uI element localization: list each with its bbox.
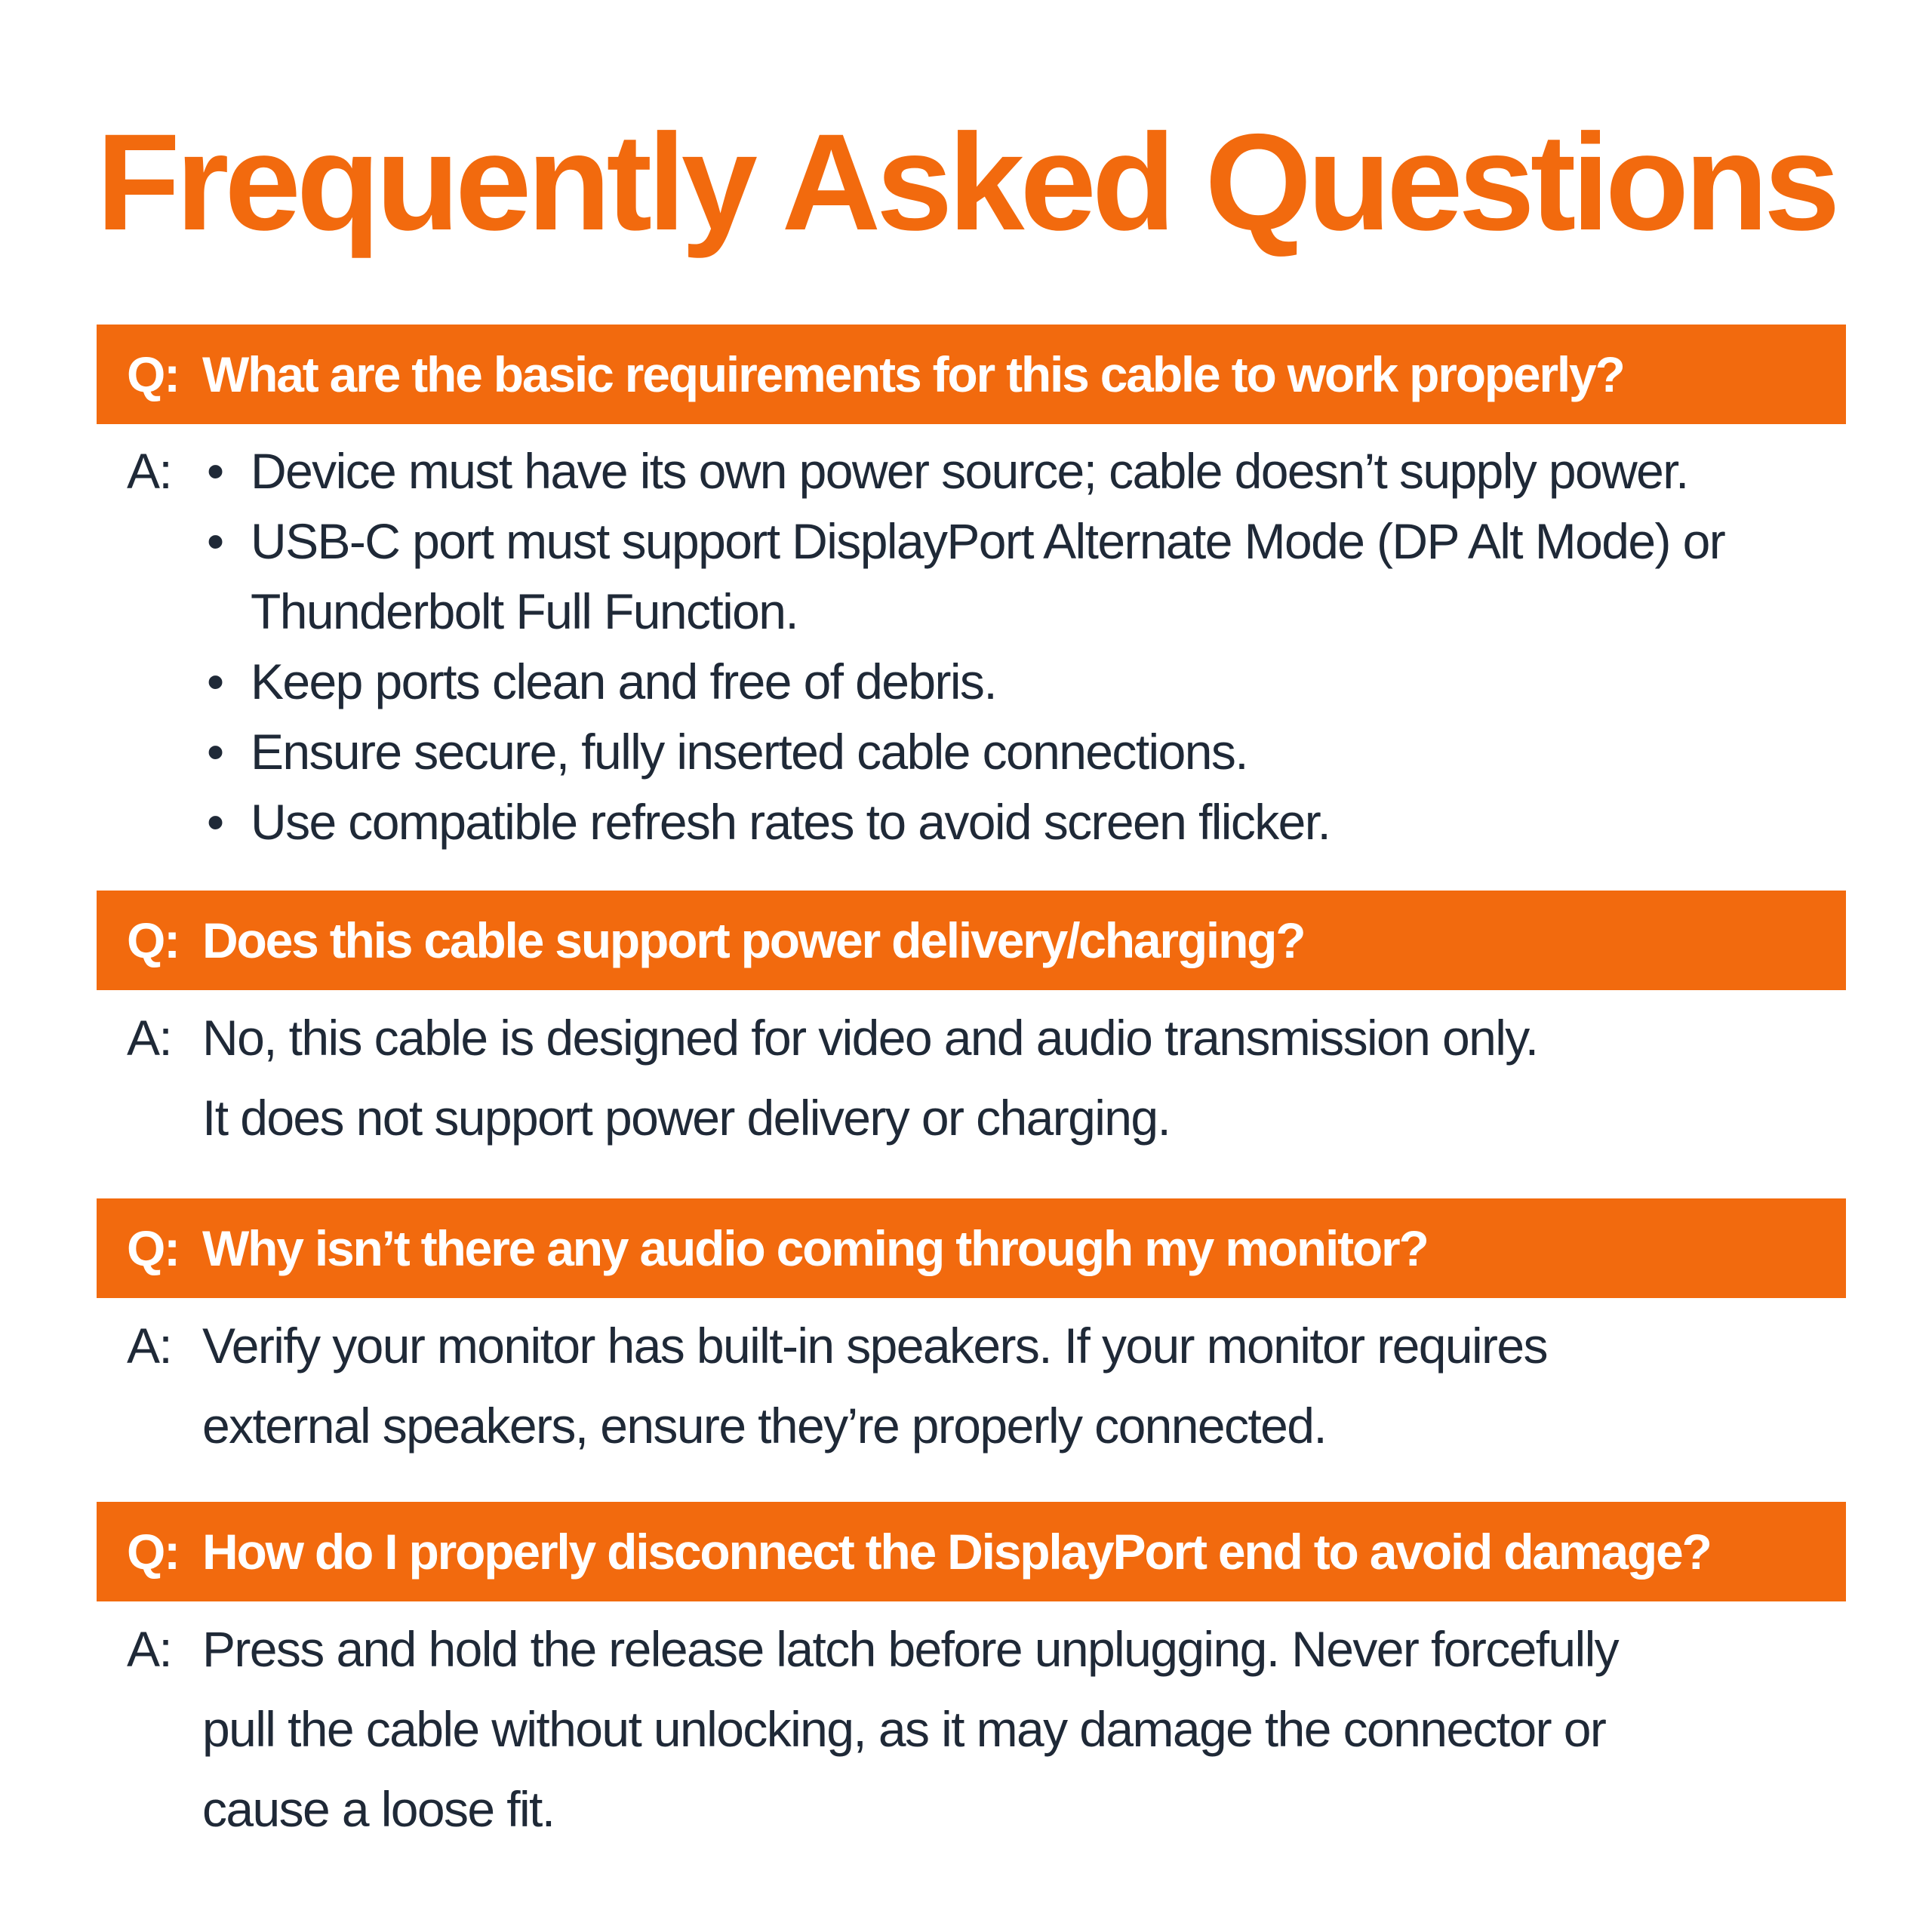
list-item <box>202 647 1863 717</box>
question-text-4: How do I properly disconnect the DisplayPort end to avoid damage? <box>202 1524 1711 1580</box>
answer-text-2 <box>202 998 1847 1158</box>
question-text-2: Does this cable support power delivery/charging? <box>202 912 1305 968</box>
question-text-1: What are the basic requirements for this cable to work properly? <box>202 346 1624 402</box>
answer-prefix: A: <box>127 1621 172 1677</box>
question-prefix: Q: <box>127 346 179 402</box>
page-title: Frequently Asked Questions <box>96 105 1836 259</box>
requirements-list <box>202 436 1863 857</box>
list-item <box>202 787 1863 857</box>
list-item-text: Keep ports clean and free of debris. <box>251 654 997 709</box>
question-prefix: Q: <box>127 1524 179 1580</box>
bullet-icon: • <box>207 654 223 709</box>
faq-question-bar-3 <box>97 1198 1846 1298</box>
list-item <box>202 717 1863 787</box>
answer-line: pull the cable without unlocking, as it may damage the connector or <box>202 1701 1606 1757</box>
bullet-icon: • <box>207 794 223 850</box>
question-prefix: Q: <box>127 1220 179 1276</box>
answer-line: cause a loose fit. <box>202 1781 555 1837</box>
faq-question-bar-1 <box>97 325 1846 424</box>
answer-prefix: A: <box>127 1010 172 1066</box>
faq-question-bar-2 <box>97 891 1846 990</box>
question-prefix: Q: <box>127 912 179 968</box>
answer-text-3 <box>202 1306 1847 1466</box>
list-item-text: Device must have its own power source; cable doesn’t supply power. <box>251 443 1688 499</box>
list-item <box>202 436 1863 506</box>
answer-text-4 <box>202 1609 1847 1849</box>
bullet-icon: • <box>207 443 223 499</box>
bullet-icon: • <box>207 513 223 569</box>
faq-question-bar-4 <box>97 1502 1846 1601</box>
list-item-text: Use compatible refresh rates to avoid screen flicker. <box>251 794 1331 850</box>
bullet-icon: • <box>207 724 223 780</box>
list-item-text: USB-C port must support DisplayPort Alternate Mode (DP Alt Mode) or Thunderbolt Full Function. <box>251 513 1725 639</box>
answer-prefix: A: <box>127 443 172 499</box>
answer-line: No, this cable is designed for video and audio transmission only. <box>202 1010 1538 1066</box>
answer-line: It does not support power delivery or charging. <box>202 1090 1171 1146</box>
answer-line: Press and hold the release latch before unplugging. Never forcefully <box>202 1621 1619 1677</box>
answer-prefix: A: <box>127 1318 172 1374</box>
list-item <box>202 506 1863 647</box>
answer-line: Verify your monitor has built-in speakers. If your monitor requires <box>202 1318 1547 1374</box>
question-text-3: Why isn’t there any audio coming through my monitor? <box>202 1220 1428 1276</box>
list-item-text: Ensure secure, fully inserted cable connections. <box>251 724 1247 780</box>
answer-line: external speakers, ensure they’re properly connected. <box>202 1398 1327 1454</box>
